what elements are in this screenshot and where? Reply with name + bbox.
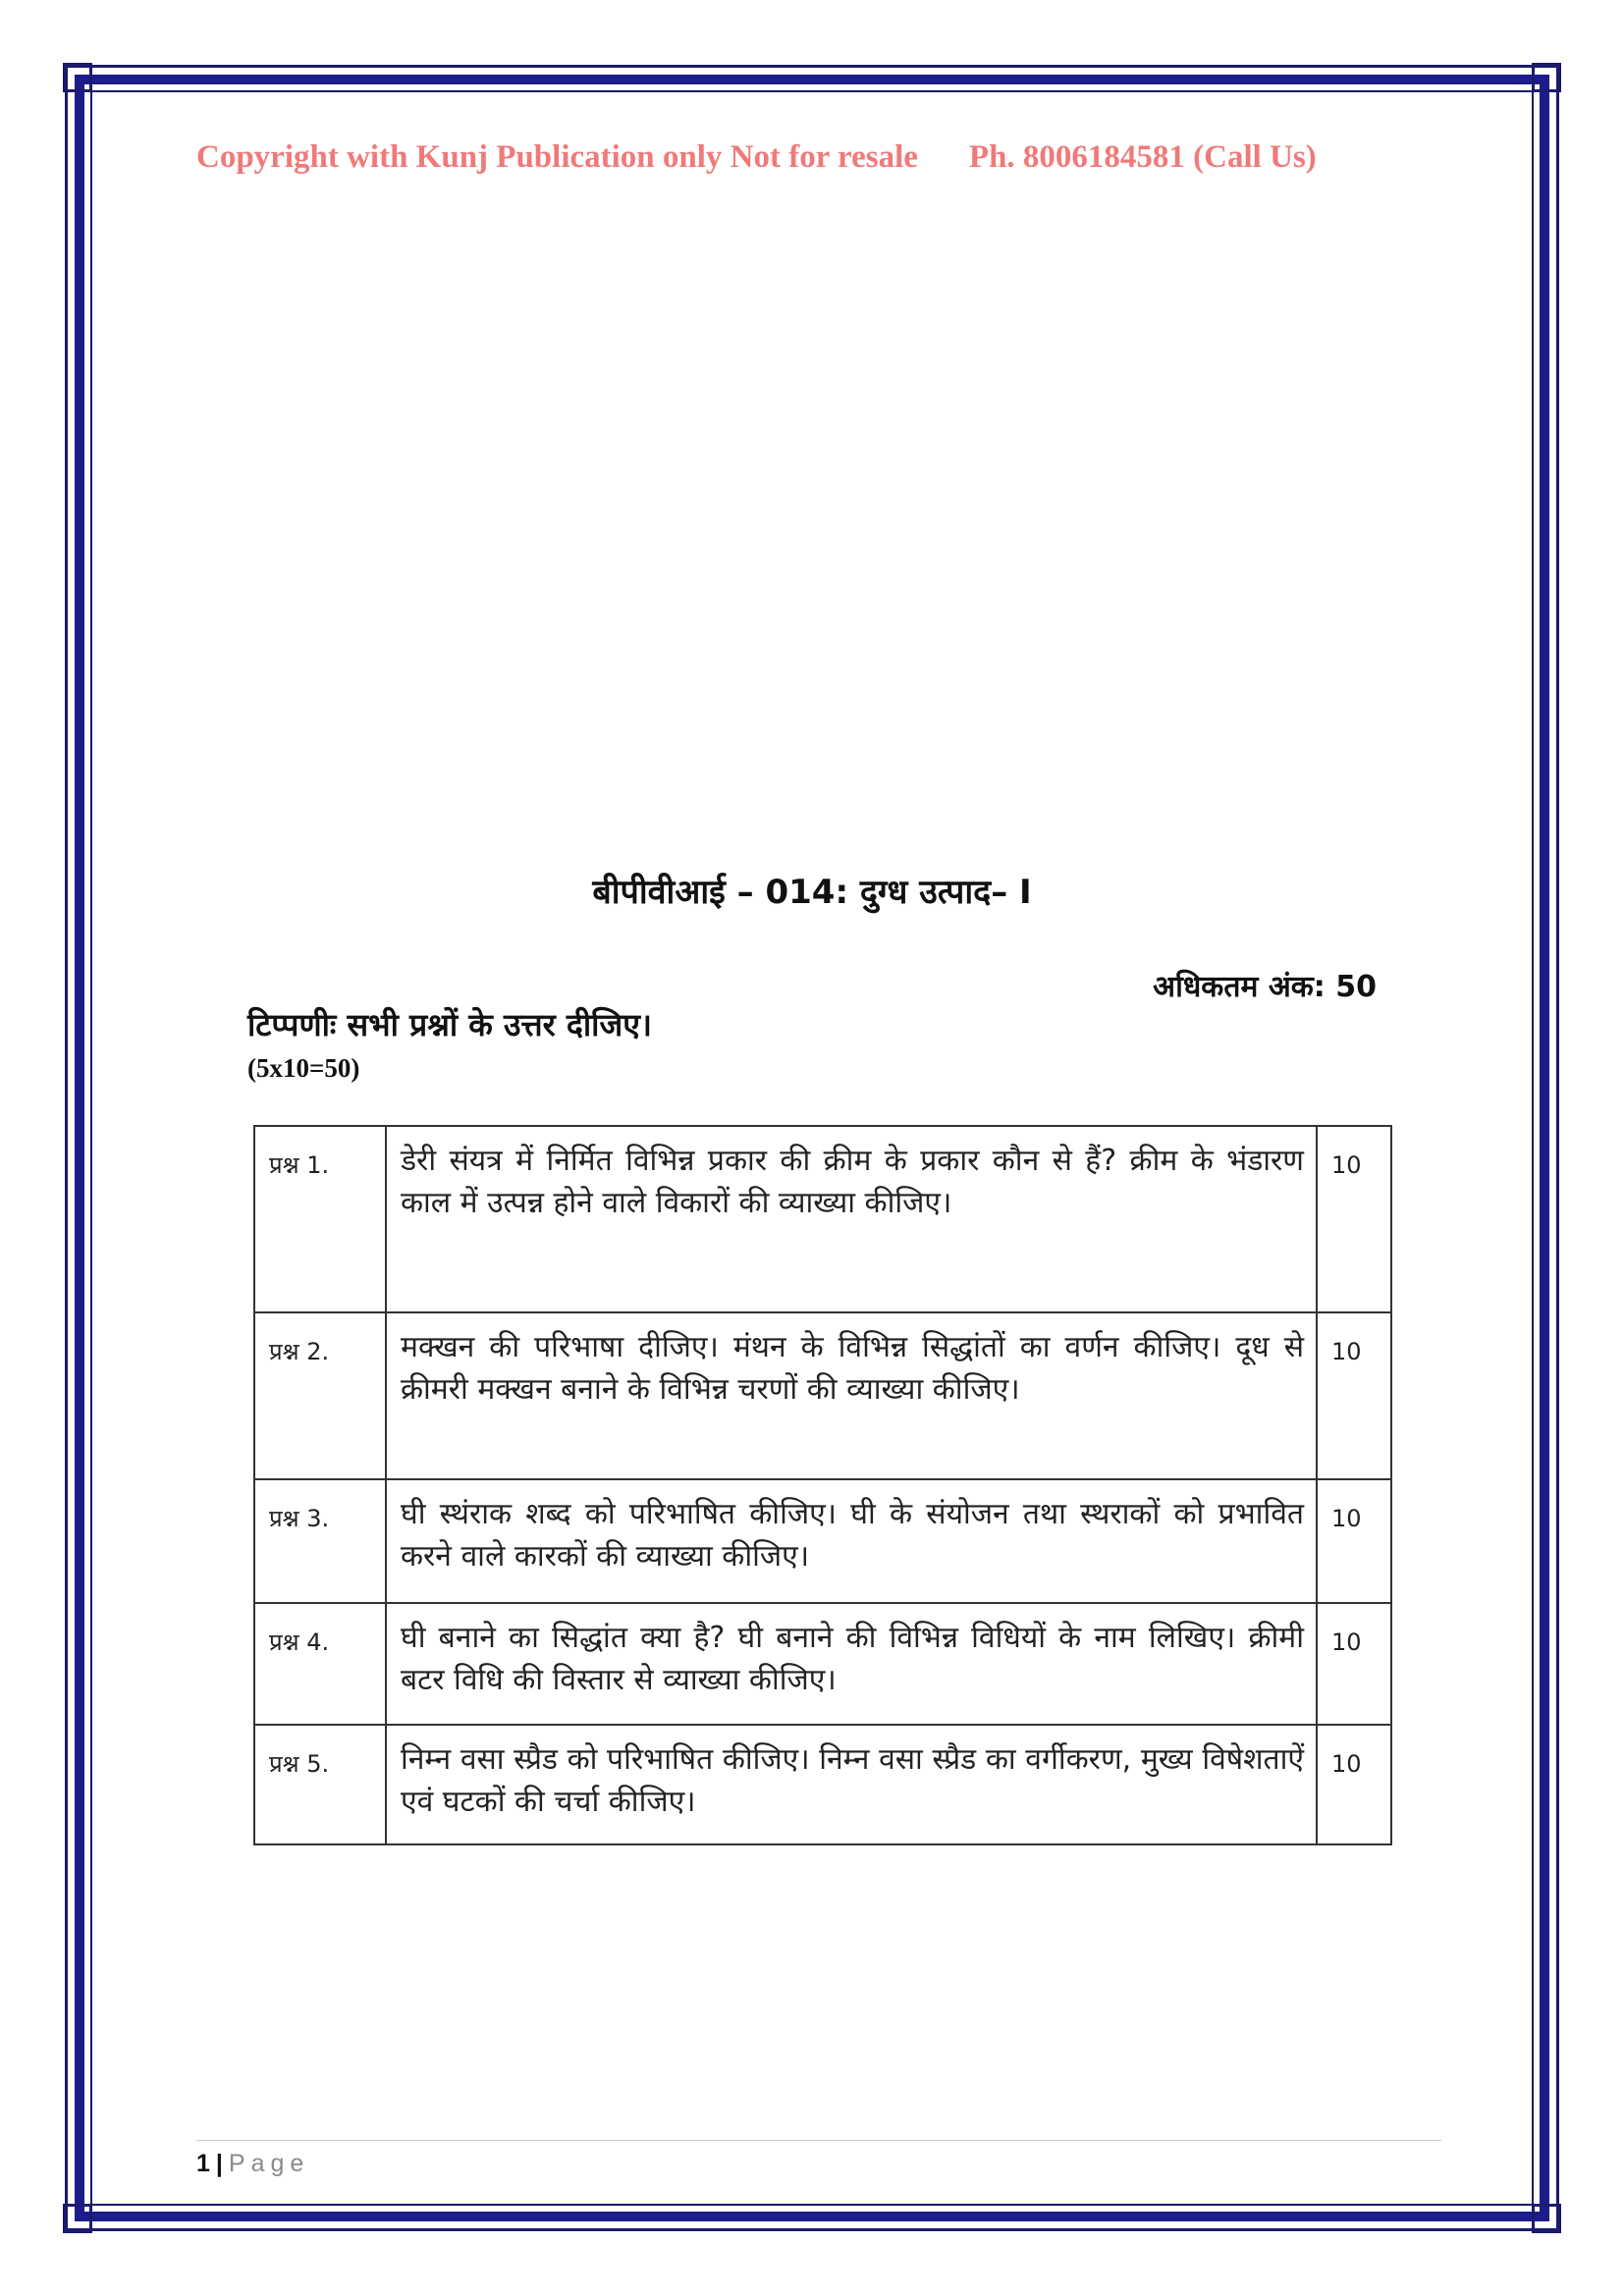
question-marks: 10: [1317, 1126, 1391, 1312]
copyright-notice: Copyright with Kunj Publication only Not for resale: [196, 139, 918, 175]
question-row: [254, 1479, 1391, 1603]
question-text: घी बनाने का सिद्धांत क्या है? घी बनाने की विभिन्न विधियों के नाम लिखिए। क्रीमी बटर विधि की विस्तार से व्याख्या कीजिए।: [386, 1603, 1317, 1725]
page-word: Page: [228, 2150, 310, 2177]
question-marks: 10: [1317, 1725, 1391, 1844]
question-label: प्रश्न 1.: [254, 1126, 386, 1312]
question-label: प्रश्न 4.: [254, 1603, 386, 1725]
copyright-header: [196, 139, 1434, 176]
question-row: [254, 1126, 1391, 1312]
question-text: मक्खन की परिभाषा दीजिए। मंथन के विभिन्न सिद्धांतों का वर्णन कीजिए। दूध से क्रीमरी मक्खन बनाने के विभिन्न चरणों की व्याख्या कीजिए।: [386, 1312, 1317, 1479]
instruction-note: टिप्पणीः सभी प्रश्नों के उत्तर दीजिए।: [247, 1006, 653, 1043]
border-corner-bottom-right: [1532, 2204, 1561, 2233]
question-text: डेरी संयत्र में निर्मित विभिन्न प्रकार की क्रीम के प्रकार कौन से हैं? क्रीम के भंडारण काल में उत्पन्न होने वाले विकारों की व्याख्या कीजिए।: [386, 1126, 1317, 1312]
question-label: प्रश्न 2.: [254, 1312, 386, 1479]
page-number: 1: [196, 2150, 210, 2177]
question-marks: 10: [1317, 1312, 1391, 1479]
questions-table: [253, 1125, 1392, 1845]
footer-divider: [196, 2140, 1441, 2141]
border-corner-bottom-left: [63, 2204, 92, 2233]
page-footer: [196, 2150, 309, 2178]
question-marks: 10: [1317, 1603, 1391, 1725]
question-row: [254, 1312, 1391, 1479]
footer-separator: |: [215, 2150, 223, 2177]
contact-phone: Ph. 8006184581 (Call Us): [968, 139, 1317, 175]
question-text: निम्न वसा स्प्रैड को परिभाषित कीजिए। निम्न वसा स्प्रैड का वर्गीकरण, मुख्य विषेशताऐं एवं घटकों की चर्चा कीजिए।: [386, 1725, 1317, 1844]
question-label: प्रश्न 5.: [254, 1725, 386, 1844]
border-corner-top-left: [63, 63, 92, 92]
marks-formula: (5x10=50): [247, 1053, 360, 1083]
question-marks: 10: [1317, 1479, 1391, 1603]
paper-title: बीपीवीआई – 014: दुग्ध उत्पाद– I: [592, 873, 1032, 912]
question-row: [254, 1603, 1391, 1725]
border-corner-top-right: [1532, 63, 1561, 92]
max-marks: अधिकतम अंक: 50: [1153, 970, 1377, 1004]
question-label: प्रश्न 3.: [254, 1479, 386, 1603]
question-text: घी स्थंराक शब्द को परिभाषित कीजिए। घी के संयोजन तथा स्थराकों को प्रभावित करने वाले कारकों की व्याख्या कीजिए।: [386, 1479, 1317, 1603]
question-row: [254, 1725, 1391, 1844]
